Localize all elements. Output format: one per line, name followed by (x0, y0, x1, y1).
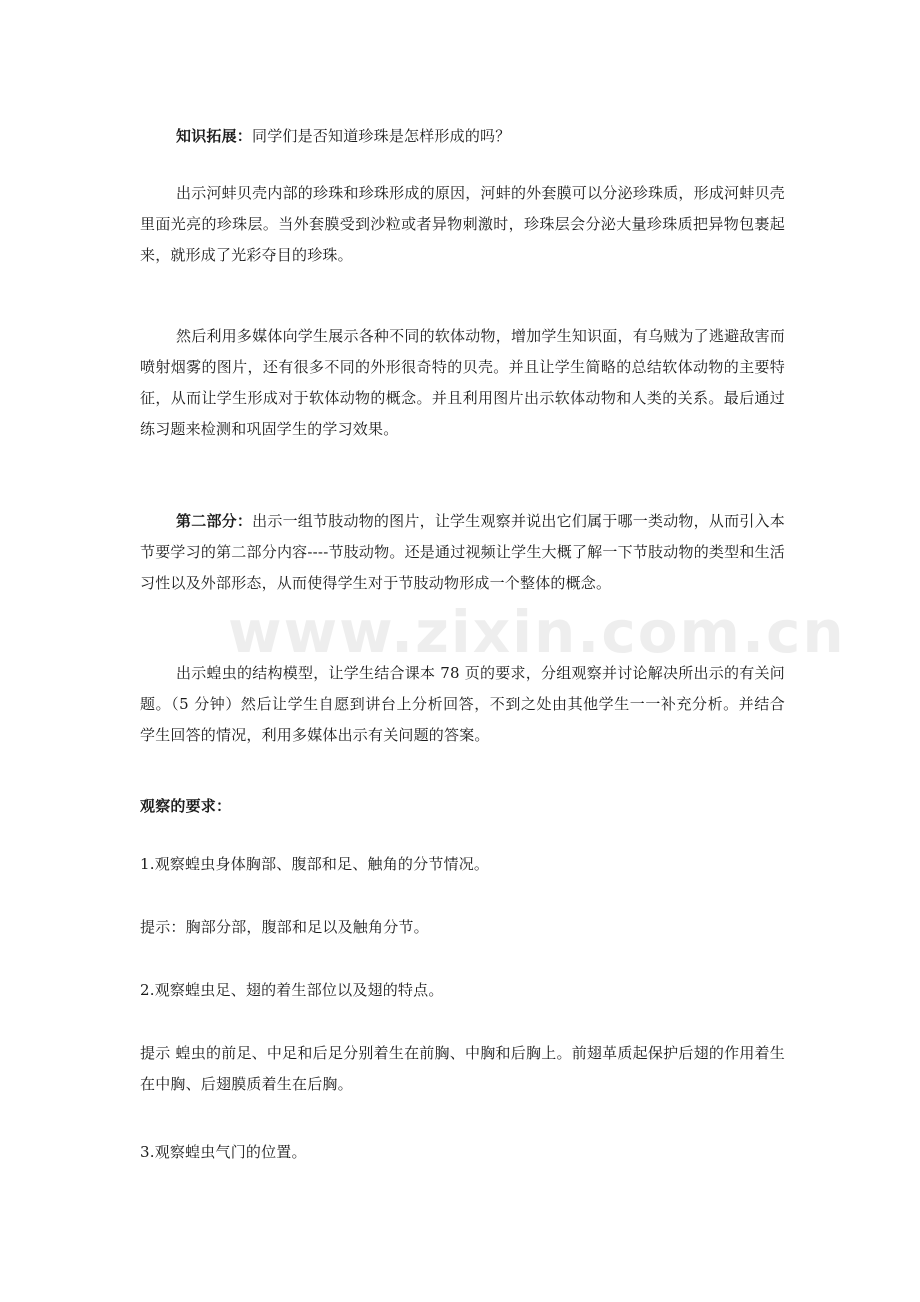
list-item-observe-spiracles: 3.观察蝗虫气门的位置。 (140, 1143, 307, 1161)
list-item-observe-legs-wings: 2.观察蝗虫足、翅的着生部位以及翅的特点。 (140, 981, 444, 999)
paragraph-lead-label: 知识拓展： (176, 127, 253, 145)
watermark: www.zixin.com.cn (228, 598, 846, 666)
section-heading-observation: 观察的要求： (140, 797, 232, 815)
hint-segments: 提示：胸部分部，腹部和足以及触角分节。 (140, 918, 429, 936)
paragraph-pearl-formation (140, 178, 785, 271)
paragraph-knowledge-extension (140, 121, 785, 152)
paragraph-text: 出示蝗虫的结构模型，让学生结合课本 78 页的要求，分组观察并讨论解决所出示的有关问题。（5 分钟）然后让学生自愿到讲台上分析回答，不到之处由其他学生一一补充分析。并结合学生回答的情况，利用多媒体出示有关问题的答案。 (140, 664, 785, 744)
paragraph-text: 出示河蚌贝壳内部的珍珠和珍珠形成的原因，河蚌的外套膜可以分泌珍珠质，形成河蚌贝壳里面光亮的珍珠层。当外套膜受到沙粒或者异物刺激时，珍珠层会分泌大量珍珠质把异物包裹起来，就形成了光彩夺目的珍珠。 (140, 184, 785, 264)
list-item-observe-segments: 1.观察蝗虫身体胸部、腹部和足、触角的分节情况。 (140, 855, 490, 873)
paragraph-text: 然后利用多媒体向学生展示各种不同的软体动物，增加学生知识面，有乌贼为了逃避敌害而喷射烟雾的图片，还有很多不同的外形很奇特的贝壳。并且让学生简略的总结软体动物的主要特征，从而让学生形成对于软体动物的概念。并且利用图片出示软体动物和人类的关系。最后通过练习题来检测和巩固学生的学习效果。 (140, 327, 785, 438)
paragraph-text: 出示一组节肢动物的图片，让学生观察并说出它们属于哪一类动物，从而引入本节要学习的第二部分内容----节肢动物。还是通过视频让学生大概了解一下节肢动物的类型和生活习性以及外部形态，从而使得学生对于节肢动物形成一个整体的概念。 (140, 512, 785, 592)
hint-legs-wings: 提示 蝗虫的前足、中足和后足分别着生在前胸、中胸和后胸上。前翅革质起保护后翅的作用着生在中胸、后翅膜质着生在后胸。 (140, 1044, 785, 1093)
paragraph-locust-model (140, 658, 785, 751)
paragraph-part-two (140, 506, 785, 599)
paragraph-mollusc-media (140, 321, 785, 445)
paragraph-lead-label: 第二部分： (176, 512, 253, 530)
paragraph-text: 同学们是否知道珍珠是怎样形成的吗？ (252, 127, 511, 145)
